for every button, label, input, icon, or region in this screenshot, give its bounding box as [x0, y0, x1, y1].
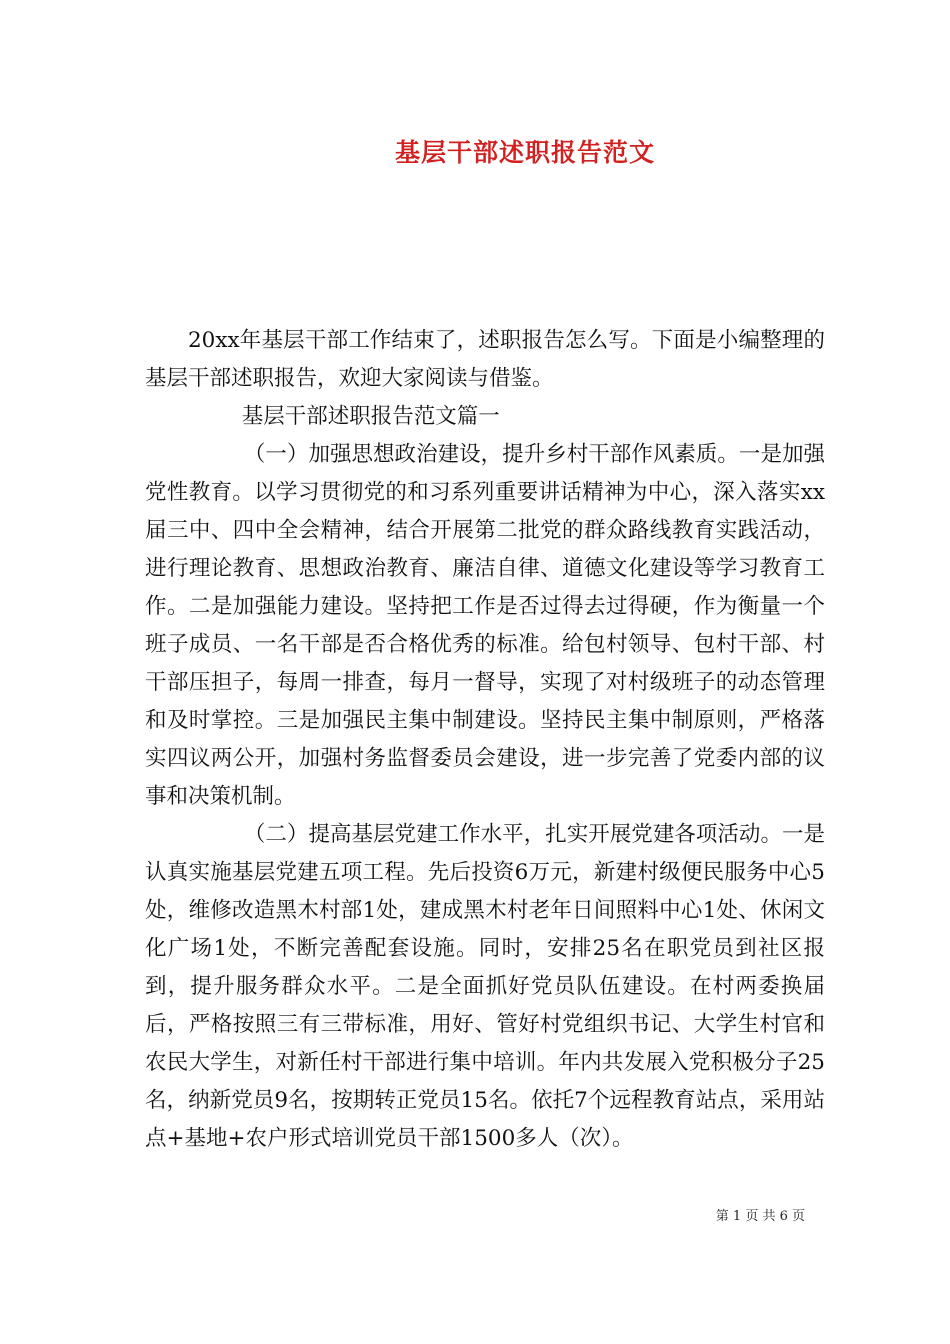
paragraph-2: （二）提高基层党建工作水平，扎实开展党建各项活动。一是认真实施基层党建五项工程。先后投资6万元，新建村级便民服务中心5处，维修改造黑木村部1处，建成黑木村老年日间照料中心1处、休闲文化广场1处，不断完善配套设施。同时，安排25名在职党员到社区报到，提升服务群众水平。二是全面抓好党员队伍建设。在村两委换届后，严格按照三有三带标准，用好、管好村党组织书记、大学生村官和农民大学生，对新任村干部进行集中培训。年内共发展入党积极分子25名，纳新党员9名，按期转正党员15名。依托7个远程教育站点，采用站点+基地+农户形式培训党员干部1500多人（次）。: [145, 822, 825, 1151]
paragraph-1: （一）加强思想政治建设，提升乡村干部作风素质。一是加强党性教育。以学习贯彻党的和习系列重要讲话精神为中心，深入落实xx届三中、四中全会精神，结合开展第二批党的群众路线教育实践活动，进行理论教育、思想政治教育、廉洁自律、道德文化建设等学习教育工作。二是加强能力建设。坚持把工作是否过得去过得硬，作为衡量一个班子成员、一名干部是否合格优秀的标准。给包村领导、包村干部、村干部压担子，每周一排查，每月一督导，实现了对村级班子的动态管理和及时掌控。三是加强民主集中制建设。坚持民主集中制原则，严格落实四议两公开，加强村务监督委员会建设，进一步完善了党委内部的议事和决策机制。: [145, 442, 825, 809]
section-heading: 基层干部述职报告范文篇一: [241, 404, 500, 429]
page-indicator: 第 1 页 共 6 页: [715, 1209, 805, 1224]
intro-paragraph: 20xx年基层干部工作结束了，述职报告怎么写。下面是小编整理的基层干部述职报告，欢迎大家阅读与借鉴。: [145, 328, 825, 391]
document-title: 基层干部述职报告范文: [394, 138, 655, 167]
document-body: [145, 322, 825, 1158]
